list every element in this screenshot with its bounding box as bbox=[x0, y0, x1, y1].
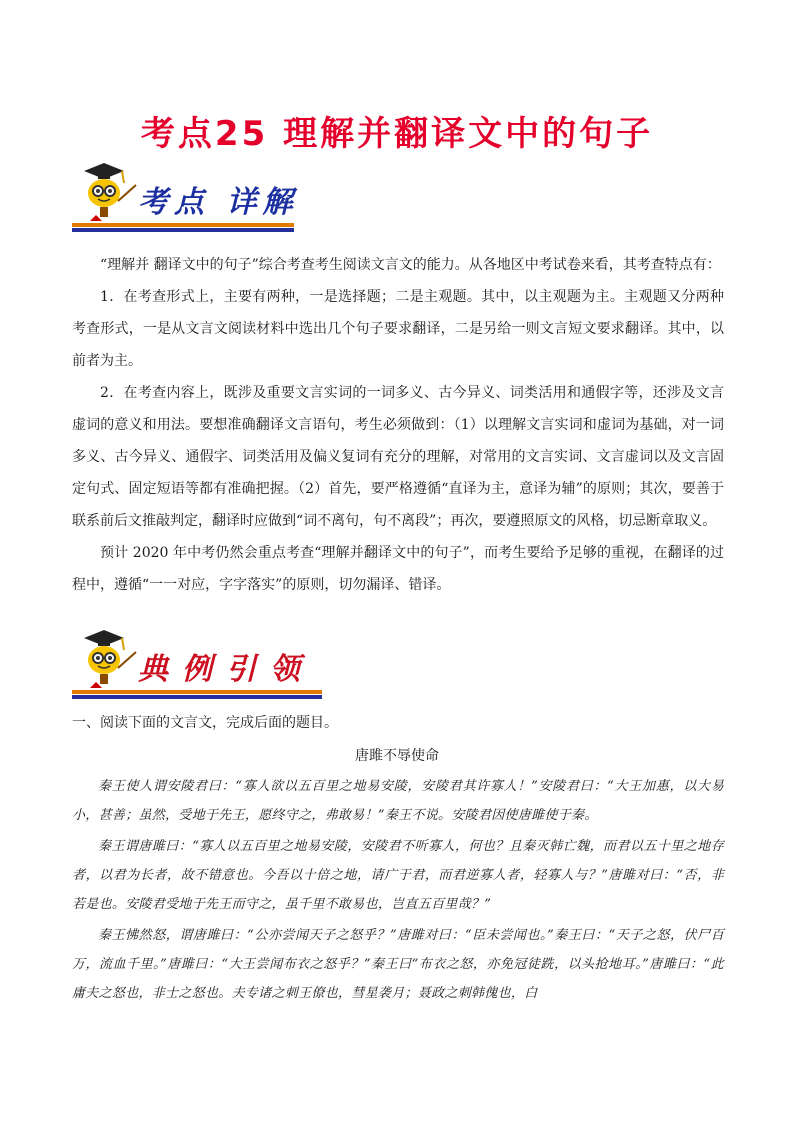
paragraph: 秦王使人谓安陵君曰：“寡人欲以五百里之地易安陵，安陵君其许寡人！”安陵君曰：“大王加惠，以大易小，甚善；虽然，受地于先王，愿终守之，弗敢易！”秦王不说。安陵君因使唐雎使于秦。 bbox=[72, 779, 724, 823]
page-title: 考点25 理解并翻译文中的句子 bbox=[140, 114, 654, 154]
question-heading: 一、阅读下面的文言文，完成后面的题目。 bbox=[72, 715, 338, 731]
doctor-mascot-icon bbox=[74, 163, 146, 227]
paragraph: 秦王谓唐雎曰：“寡人以五百里之地易安陵，安陵君不听寡人，何也？且秦灭韩亡魏，而君以五十里之地存者，以君为长者，故不错意也。今吾以十倍之地，请广于君，而君逆寡人者，轻寡人与？”唐雎对曰：“否，非若是也。安陵君受地于先王而守之，虽千里不敢易也，岂直五百里哉？” bbox=[72, 839, 724, 912]
classical-passage bbox=[72, 772, 724, 1010]
paragraph: 预计 2020 年中考仍然会重点考查“理解并翻译文中的句子”，而考生要给予足够的重视，在翻译的过程中，遵循“一一对应，字字落实”的原则，切勿漏译、错译。 bbox=[72, 545, 724, 593]
divider-blue bbox=[72, 695, 322, 699]
paragraph: 1．在考查形式上，主要有两种，一是选择题；二是主观题。其中，以主观题为主。主观题又分两种考查形式，一是从文言文阅读材料中选出几个句子要求翻译，二是另给一则文言短文要求翻译。其中，以前者为主。 bbox=[72, 289, 724, 369]
divider-orange bbox=[72, 690, 322, 694]
section-label: 考点 详解 bbox=[138, 185, 299, 220]
intro-text bbox=[72, 249, 724, 601]
passage-title: 唐雎不辱使命 bbox=[355, 748, 439, 764]
divider-blue bbox=[72, 228, 294, 232]
section-header-dianli bbox=[72, 630, 332, 700]
paragraph: “理解并 翻译文中的句子”综合考查考生阅读文言文的能力。从各地区中考试卷来看，其考查特点有： bbox=[100, 257, 721, 273]
section-label: 典例引领 bbox=[138, 652, 314, 687]
paragraph: 秦王怫然怒，谓唐雎曰：“公亦尝闻天子之怒乎？”唐雎对曰：“臣未尝闻也。”秦王曰：“天子之怒，伏尸百万，流血千里。”唐雎曰：“大王尝闻布衣之怒乎？”秦王曰“布衣之怒，亦免冠徒跣，以头抢地耳。”唐雎曰：“此庸夫之怒也，非士之怒也。夫专诸之刺王僚也，彗星袭月；聂政之刺韩傀也，白 bbox=[72, 928, 724, 1001]
divider-orange bbox=[72, 223, 294, 227]
paragraph: 2．在考查内容上，既涉及重要文言实词的一词多义、古今异义、词类活用和通假字等，还涉及文言虚词的意义和用法。要想准确翻译文言语句，考生必须做到：（1）以理解文言实词和虚词为基础，对一词多义、古今异义、通假字、词类活用及偏义复词有充分的理解，对常用的文言实词、文言虚词以及文言固定句式、固定短语等都有准确把握。（2）首先，要严格遵循“直译为主，意译为辅”的原则；其次，要善于联系前后文推敲判定，翻译时应做到“词不离句，句不离段”；再次，要遵照原文的风格，切忌断章取义。 bbox=[72, 385, 724, 529]
doctor-mascot-icon bbox=[74, 630, 146, 694]
section-header-kaodian bbox=[72, 163, 332, 233]
